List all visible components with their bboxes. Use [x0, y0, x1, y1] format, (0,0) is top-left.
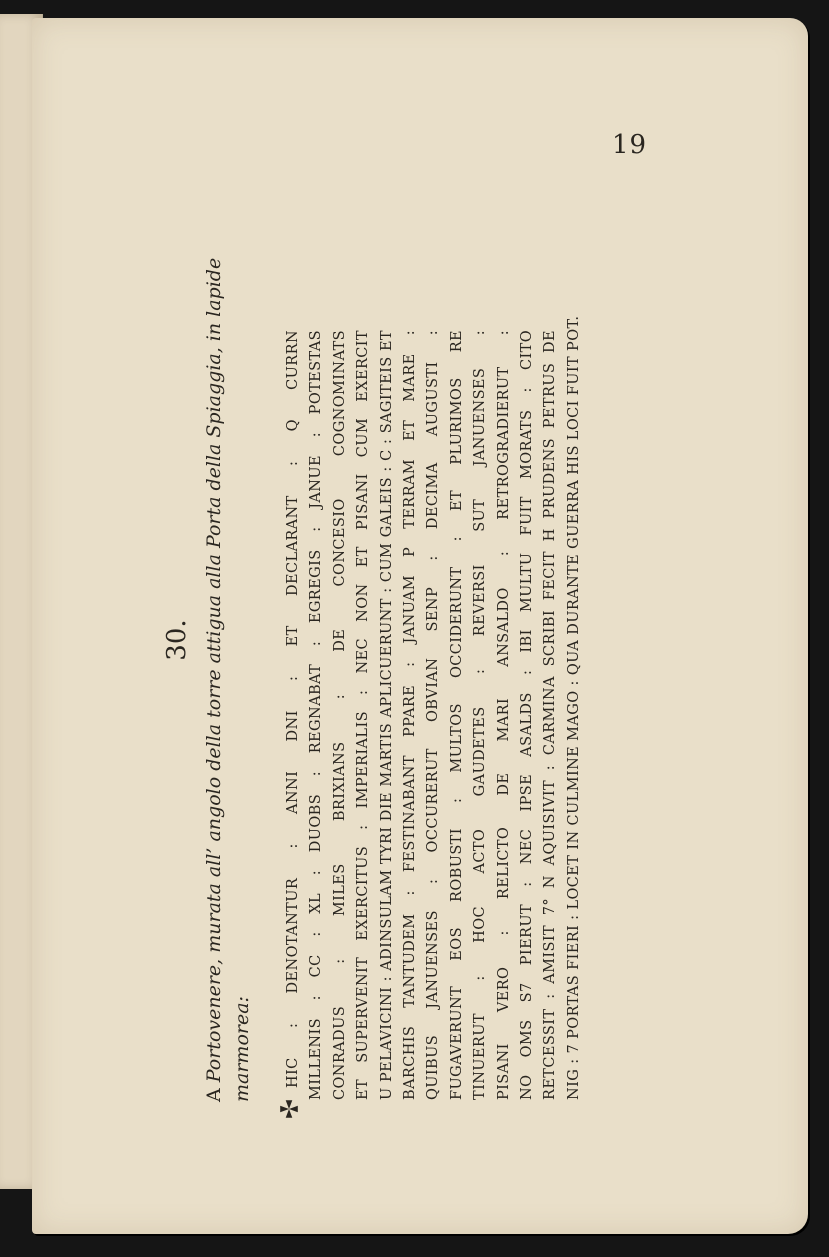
inscription-line: CONRADUS : MILES BRIXIANS : DE CONCESIO COGNOMINATS	[331, 330, 348, 1100]
page-number: 19	[612, 130, 648, 160]
inscription-line: RETCESSIT : AMISIT 7° N AQUISIVIT : CARMINA SCRIBI FECIT H PRUDENS PETRUS DE	[542, 330, 559, 1100]
inscription-line: NO OMS S7 PIERUT : NEC IPSE ASALDS : IBI MULTU FUIT MORATS : CITO	[519, 330, 536, 1100]
entry-number: 30.	[162, 619, 192, 661]
inscription-line: HIC : DENOTANTUR : ANNI DNI : ET DECLARANT : Q CURRN	[278, 330, 305, 1120]
inscription-line: PISANI VERO : RELICTO DE MARI ANSALDO : RETROGRADIERUT :	[495, 330, 512, 1100]
inscription-line: NIG : 7 PORTAS FIERI : LOCET IN CULMINE MAGO : QUA DURANTE GUERRA HIS LOCI FUIT POT.	[565, 315, 582, 1100]
caption-text: Portovenere, murata all’ angolo della torre attigua alla Porta della Spiaggia, in lapide marmorea:	[203, 257, 253, 1102]
caption	[200, 160, 256, 1120]
inscription-line: FUGAVERUNT EOS ROBUSTI : MULTOS OCCIDERUNT : ET PLURIMOS RE	[448, 330, 465, 1100]
inscription-line: BARCHIS TANTUDEM : FESTINABANT PPARE : JANUAM P TERRAM ET MARE :	[402, 330, 419, 1100]
rotated-text-block	[158, 160, 638, 1120]
inscription-line: ET SUPERVENIT EXERCITUS : IMPERIALIS : NEC NON ET PISANI CUM EXERCIT	[355, 330, 372, 1100]
cross-pattee-icon	[278, 1098, 300, 1120]
inscription-line: TINUERUT : HOC ACTO GAUDETES : REVERSI SUT JANUENSES :	[472, 330, 489, 1100]
inscription-line: U PELAVICINI : ADINSULAM TYRI DIE MARTIS APLICUERUNT : CUM GALEIS : C : SAGITEIS ET	[378, 330, 395, 1100]
inscription-line: MILLENIS : CC : XL : DUOBS : REGNABAT : EGREGIS : JANUE : POTESTAS	[308, 330, 325, 1100]
inscription	[278, 160, 586, 1120]
caption-prefix: A	[203, 1088, 225, 1102]
inscription-line: QUIBUS JANUENSES : OCCURERUT OBVIAN SENP : DECIMA AUGUSTI :	[425, 330, 442, 1100]
